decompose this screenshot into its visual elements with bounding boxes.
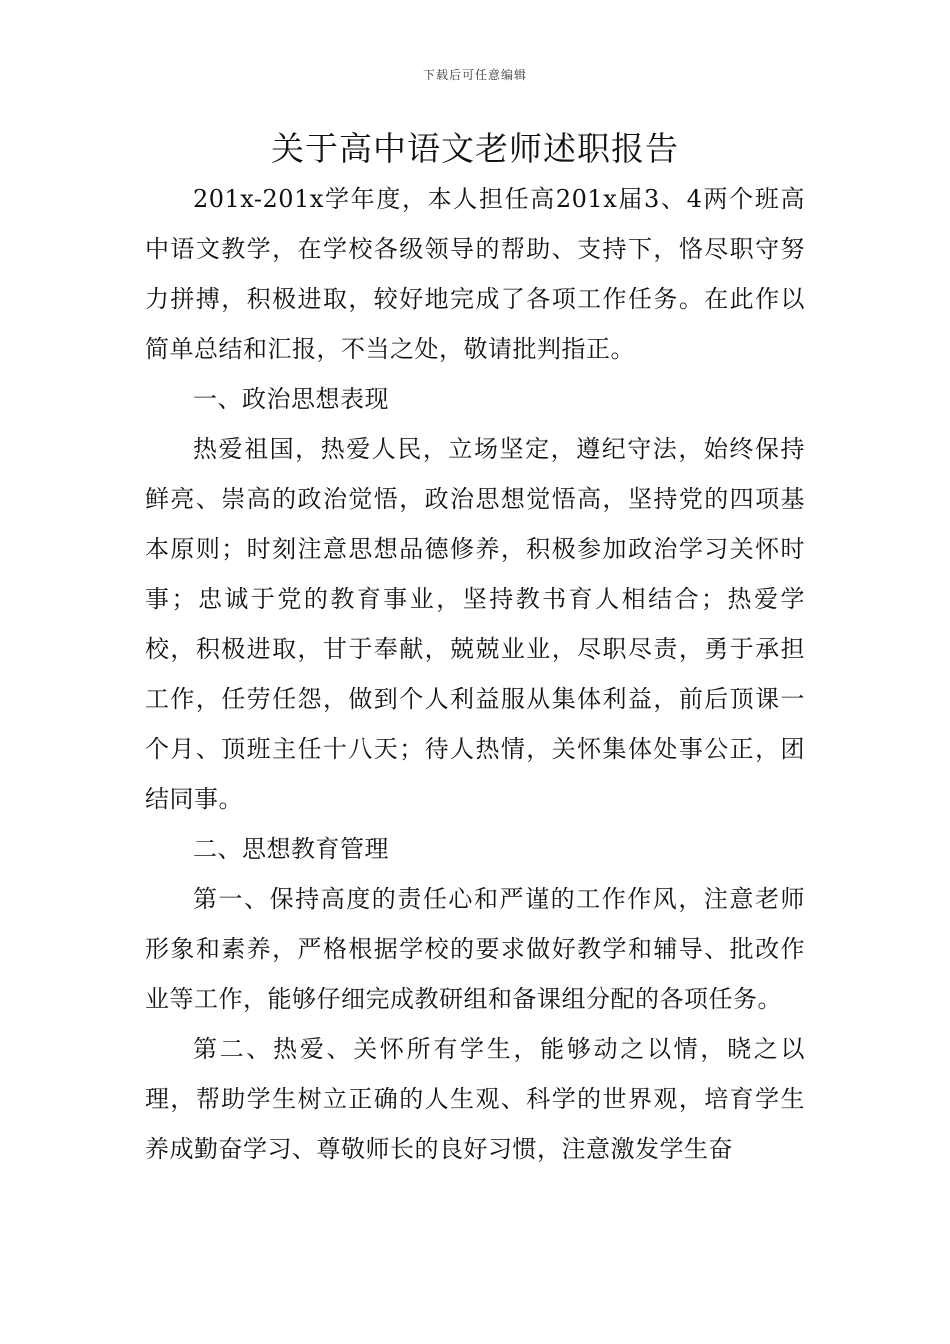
document-body — [145, 174, 805, 1174]
paragraph-intro: 201x-201x学年度，本人担任高201x届3、4两个班高中语文教学，在学校各级领导的帮助、支持下，恪尽职守努力拼搏，积极进取，较好地完成了各项工作任务。在此作以简单总结和汇报，不当之处，敬请批判指正。 — [145, 185, 805, 363]
section-heading-education: 二、思想教育管理 — [193, 835, 389, 863]
paragraph-second: 第二、热爱、关怀所有学生，能够动之以情，晓之以理，帮助学生树立正确的人生观、科学的世界观，培育学生养成勤奋学习、尊敬师长的良好习惯，注意激发学生奋 — [145, 1035, 805, 1163]
document-title: 关于高中语文老师述职报告 — [271, 129, 679, 168]
section-heading-political: 一、政治思想表现 — [193, 385, 389, 413]
header-note: 下载后可任意编辑 — [422, 68, 527, 82]
paragraph-first: 第一、保持高度的责任心和严谨的工作作风，注意老师形象和素养，严格根据学校的要求做好教学和辅导、批改作业等工作，能够仔细完成教研组和备课组分配的各项任务。 — [145, 885, 805, 1013]
paragraph-political: 热爱祖国，热爱人民，立场坚定，遵纪守法，始终保持鲜亮、崇高的政治觉悟，政治思想觉悟高，坚持党的四项基本原则；时刻注意思想品德修养，积极参加政治学习关怀时事；忠诚于党的教育事业，坚持教书育人相结合；热爱学校，积极进取，甘于奉献，兢兢业业，尽职尽责，勇于承担工作，任劳任怨，做到个人利益服从集体利益，前后顶课一个月、顶班主任十八天；待人热情，关怀集体处事公正，团结同事。 — [145, 435, 805, 813]
